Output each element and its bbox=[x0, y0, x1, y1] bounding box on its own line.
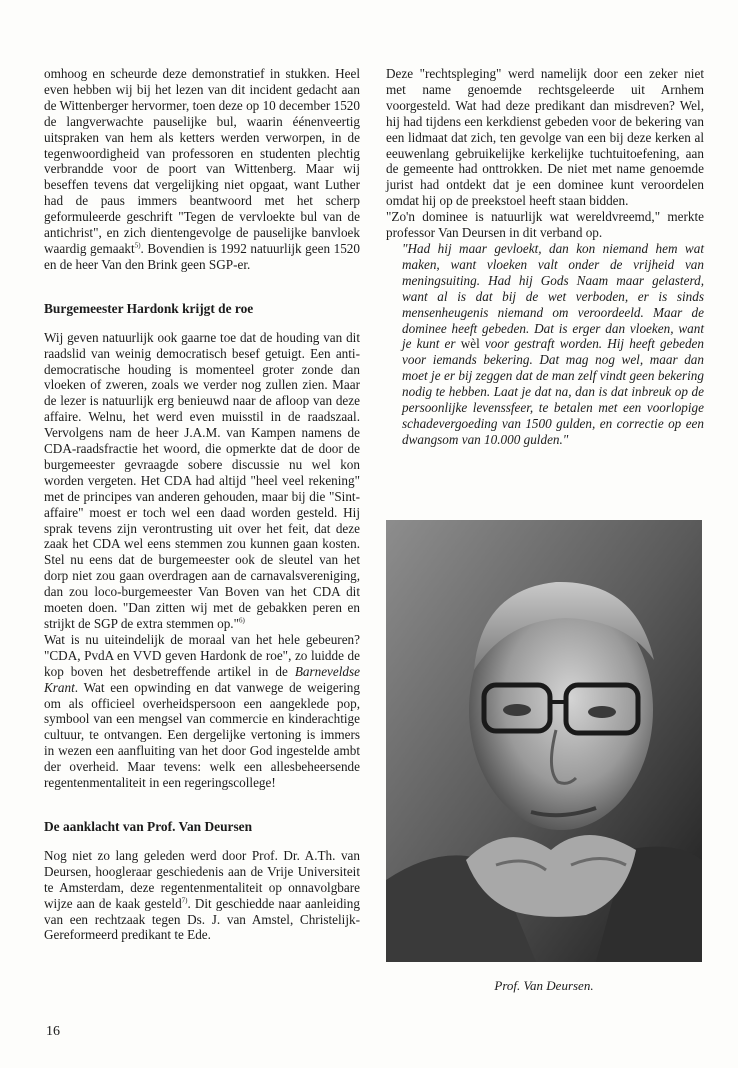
newspaper-title: Barneveldse Krant bbox=[44, 663, 360, 695]
portrait-image bbox=[386, 520, 702, 962]
page-number: 16 bbox=[46, 1024, 60, 1039]
paragraph: Nog niet zo lang geleden werd door Prof. Dr. A.Th. van Deursen, hoogleraar geschiedenis aan de Vrije Universiteit te Amsterdam, deze regentenmentaliteit op onnavolgbare wijze aan de kaak gesteld$^{7)}$. Dit geschiedde naar aanleiding van een rechtzaak tegen Ds. J. van Amstel, Christelijk-Gereformeerd predikant te Ede. bbox=[44, 847, 360, 943]
paragraph: "Zo'n dominee is natuurlijk wat wereldvreemd," merkte professor Van Deursen in dit verband op. bbox=[386, 209, 704, 241]
paragraph: Wat is nu uiteindelijk de moraal van het hele gebeuren? "CDA, PvdA en VVD geven Hardonk de roe", zo luidde de kop boven het desbetreffende artikel in de Barneveldse Krant. Wat een opwinding en dat vanwege de weigering om als officieel overheidspersoon een aangeklede pop, symbool van een mengsel van commercie en kinderachtige cultuur, te ontvangen. Een dergelijke vertoning is immers in wezen een aanfluiting van het door God ingestelde ambt der overheid. Maar tevens: welk een allesbeheersende regentenmentaliteit in een regeringscollege! bbox=[44, 631, 360, 791]
left-column bbox=[44, 66, 360, 943]
right-column bbox=[386, 66, 704, 448]
section-heading: Burgemeester Hardonk krijgt de roe bbox=[44, 300, 254, 316]
photo-caption: Prof. Van Deursen. bbox=[494, 978, 594, 993]
paragraph: Wij geven natuurlijk ook gaarne toe dat de houding van dit raadslid van weinig democratisch besef getuigt. Een anti-democratische houding is momenteel groter zonde dan vloeken of zweren, zoals we verder nog zullen zien. Maar de lezer is natuurlijk erg benieuwd naar de afloop van deze affaire. Welnu, het werd even muisstil in de raadszaal. Vervolgens nam de heer J.A.M. van Kampen namens de CDA-raadsfractie het woord, die opmerkte dat de door de burgemeester gevraagde sobere discussie nu wel kon worden vergeten. Het CDA had altijd "heel veel rekening" met de principes van anderen gehouden, maar bij die "Sint-affaire" moest er toch wel een daad worden gesteld. Hij sprak tevens zijn verontrusting uit over het feit, dat deze zaak het CDA wel eens stemmen zou kunnen gaan kosten. Stel nu eens dat de burgemeester ook de sleutel van het dorp niet zou gaan overdragen aan de carnavalsvereniging, dan zou loco-burgemeester Van Boven van het CDA dit moeten doen. "Dan zitten wij met de gebakken peren en strijkt de SGP de extra stemmen op."$^{6)}$ bbox=[44, 329, 360, 631]
block-quote: "Had hij maar gevloekt, dan kon niemand hem wat maken, want vloeken valt onder de vrijheid van meningsuiting. Had hij Gods Naam maar gelasterd, want al is dat bij de wet verboden, er is sinds mensenheugenis niemand om veroordeeld. Maar de dominee heeft gebeden. Dat is erger dan vloeken, want je kunt er wèl voor gestraft worden. Hij heeft gebeden voor iemands bekering. Dat mag nog wel, maar dan moet je er bij zeggen dat de man zelf vindt geen bekering nodig te hebben. Laat je dat na, dan is dat inbreuk op de persoonlijke levenssfeer, te betalen met een voorlopige schadevergoeding van 1500 gulden, en correctie op een dwangsom van 10.000 gulden." bbox=[402, 240, 704, 447]
footnote-ref: 5) bbox=[134, 241, 141, 250]
paragraph: omhoog en scheurde deze demonstratief in stukken. Heel even hebben wij bij het lezen van dit incident gedacht aan de Wittenberger hervormer, toen deze op 10 december 1520 de langverwachte pauselijke bul, waarin éénenveertig uitspraken van hem als ketters werden verworpen, in de tegenwoordigheid van professoren en studenten plechtig verbrandde voor de poort van Wittenberg. Maar wij beseffen tevens dat vergelijking niet opgaat, want Luther had de paus immers beantwoord met het scherp geformuleerde geschrift "Tegen de vervloekte bul van de antichrist", en zich dientengevolge de pauselijke banvloek waardig gemaakt$^{5)}$. Bovendien is 1992 natuurlijk geen 1520 en de heer Van den Brink geen SGP-er. bbox=[44, 66, 360, 272]
footnote-ref: 7) bbox=[181, 896, 188, 905]
section-heading: De aanklacht van Prof. Van Deursen bbox=[44, 818, 253, 834]
emphasis: wèl bbox=[460, 336, 480, 352]
paragraph: Deze "rechtspleging" werd namelijk door een zeker niet met name genoemde rechtsgeleerde uit Arnhem voorgesteld. Wat had deze predikant dan misdreven? Wel, hij had tijdens een kerkdienst gebeden voor de bekering van een lidmaat dat zich, ten gevolge van een bij deze kerken al eeuwenlang gebruikelijke kerkelijke tuchtuitoefening, aan de gemeente had onttrokken. De niet met name genoemde jurist had ontdekt dat je een dominee kunt veroordelen omdat hij op de preekstoel heeft staan bidden. bbox=[386, 66, 704, 209]
footnote-ref: 6) bbox=[239, 616, 245, 625]
portrait-photo bbox=[386, 520, 702, 962]
